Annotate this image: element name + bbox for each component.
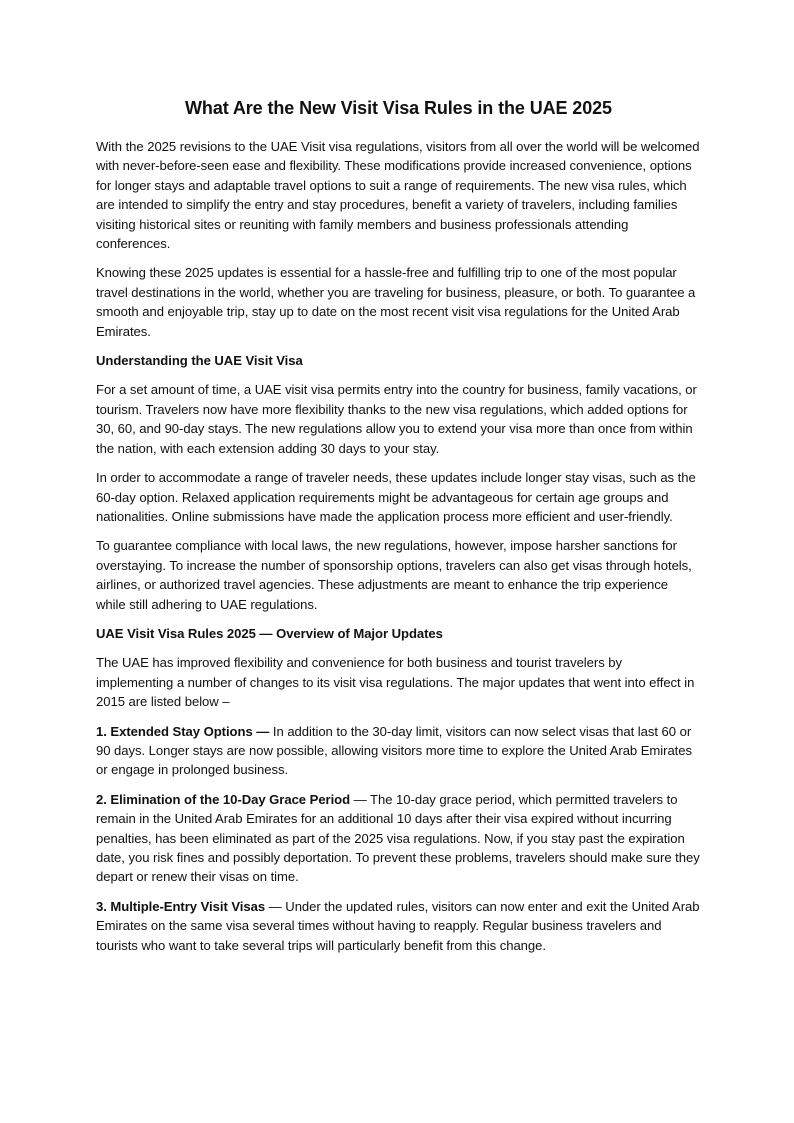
list-item-multiple-entry: [96, 897, 701, 955]
section1-paragraph-2: In order to accommodate a range of traveler needs, these updates include longer stay visas, such as the 60-day option. Relaxed application requirements might be advantageous for certain age groups and nationalities. Online submissions have made the application process more efficient and user-friendly.: [96, 470, 696, 524]
document-page: [96, 96, 701, 965]
section-heading-understanding: Understanding the UAE Visit Visa: [96, 353, 303, 369]
list-item-label: 2. Elimination of the 10-Day Grace Period: [96, 791, 351, 807]
list-item-label: 1. Extended Stay Options —: [96, 723, 270, 739]
list-item-text: In addition to the 30-day limit, visitors can now select visas that last 60 or 90 days. Longer stays are now possible, allowing visitors more time to explore the United Arab Emirates or engage in prolonged business.: [96, 723, 692, 778]
list-item-text: — The 10-day grace period, which permitted travelers to remain in the United Arab Emirates for an additional 10 days after their visa expired without incurring penalties, has been eliminated as part of the 2025 visa regulations. Now, if you stay past the expiration date, you risk fines and possibly deportation. To prevent these problems, travelers should make sure they depart or renew their visas on time.: [96, 791, 700, 885]
list-item-label: 3. Multiple-Entry Visit Visas: [96, 898, 266, 914]
list-item-grace-period: [96, 790, 701, 887]
section1-paragraph-3: To guarantee compliance with local laws, the new regulations, however, impose harsher sanctions for overstaying. To increase the number of sponsorship options, travelers can also get visas through hotels, airlines, or authorized travel agencies. These adjustments are meant to enhance the trip experience while still adhering to UAE regulations.: [96, 538, 692, 612]
intro-paragraph-2: Knowing these 2025 updates is essential for a hassle-free and fulfilling trip to one of the most popular travel destinations in the world, whether you are traveling for business, pleasure, or both. To guarantee a smooth and enjoyable trip, stay up to date on the most recent visit visa regulations for the United Arab Emirates.: [96, 265, 696, 339]
list-item-extended-stay: [96, 722, 701, 780]
section1-paragraph-1: For a set amount of time, a UAE visit visa permits entry into the country for business, family vacations, or tourism. Travelers now have more flexibility thanks to the new visa regulations, which added options for 30, 60, and 90-day stays. The new regulations allow you to extend your visa more than once from within the nation, with each extension adding 30 days to your stay.: [96, 382, 697, 456]
section2-intro: The UAE has improved flexibility and convenience for both business and tourist travelers by implementing a number of changes to its visit visa regulations. The major updates that went into effect in 2015 are listed below –: [96, 655, 695, 710]
list-item-text: — Under the updated rules, visitors can now enter and exit the United Arab Emirates on the same visa several times without having to reapply. Regular business travelers and tourists who want to take several trips will particularly benefit from this change.: [96, 898, 700, 953]
section-heading-overview: UAE Visit Visa Rules 2025 — Overview of Major Updates: [96, 625, 443, 641]
intro-paragraph-1: With the 2025 revisions to the UAE Visit visa regulations, visitors from all over the world will be welcomed with never-before-seen ease and flexibility. These modifications provide increased convenience, options for longer stays and adaptable travel options to suit a range of requirements. The new visa rules, which are intended to simplify the entry and stay procedures, benefit a variety of travelers, including families visiting historical sites or reuniting with family members and business professionals attending conferences.: [96, 139, 700, 252]
document-title: What Are the New Visit Visa Rules in the UAE 2025: [185, 98, 612, 118]
